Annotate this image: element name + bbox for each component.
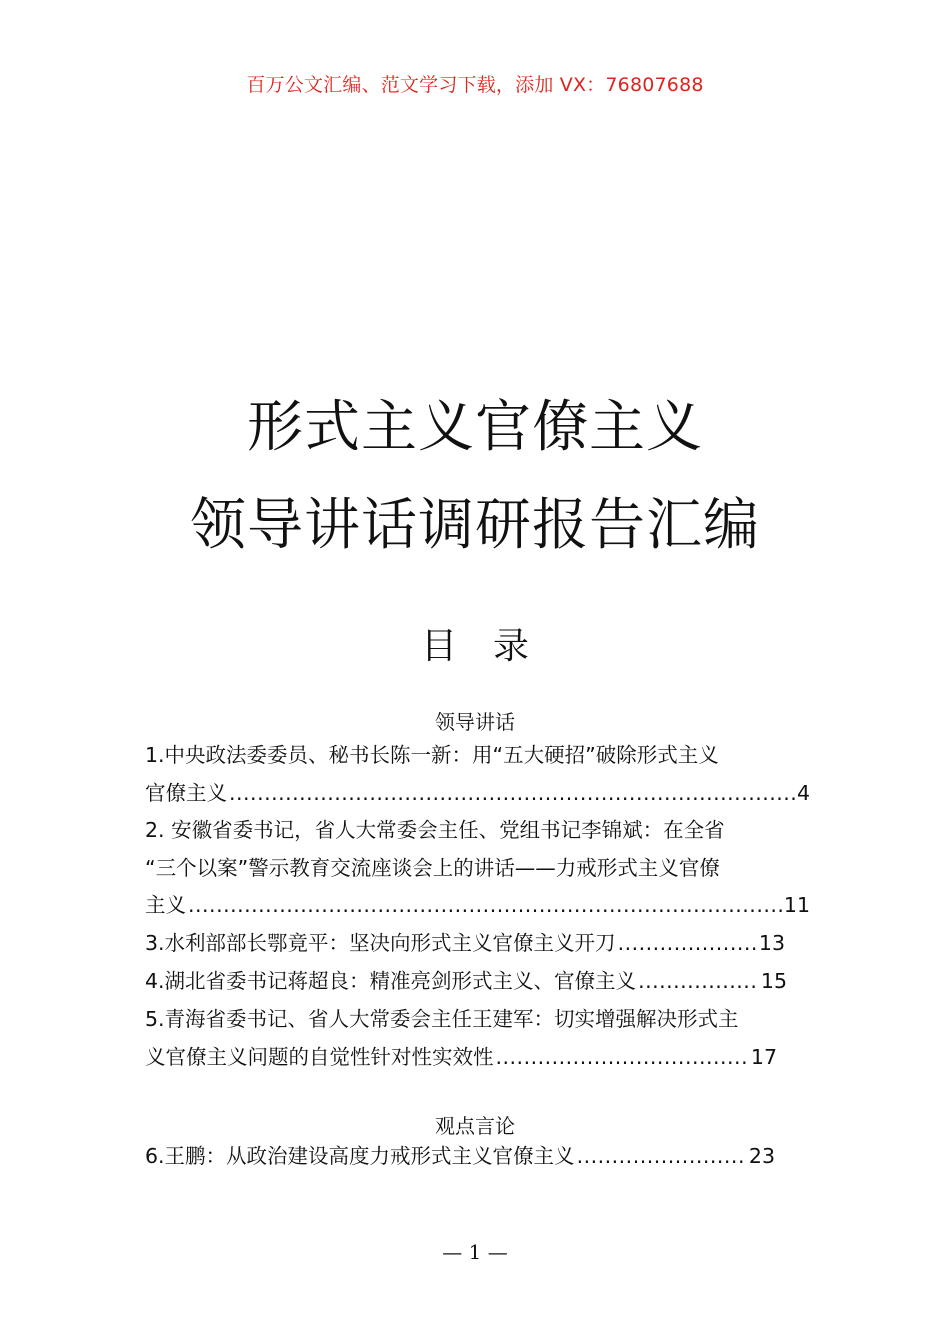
toc-page-number: 17 [750, 1044, 777, 1069]
toc-page-number: 4 [796, 780, 810, 805]
toc-entry-text: 官僚主义 [145, 780, 227, 805]
toc-entry-text: 5.青海省委书记、省人大常委会主任王建军：切实增强解决形式主 [145, 1007, 739, 1031]
section-heading-viewpoints: 观点言论 [435, 1114, 515, 1138]
toc-entry-text: 2. 安徽省委书记，省人大常委会主任、党组书记李锦斌：在全省 [145, 818, 725, 842]
toc-entry-1[interactable] [145, 737, 810, 812]
toc-entry-text: 义官僚主义问题的自觉性针对性实效性 [145, 1044, 494, 1069]
toc-entry-text: 6.王鹏：从政治建设高度力戒形式主义官僚主义 [145, 1144, 575, 1168]
toc-page-number: 23 [748, 1144, 775, 1168]
toc-page-number: 13 [758, 931, 785, 955]
toc-entry-text: “三个以案”警示教育交流座谈会上的讲话——力戒形式主义官僚 [145, 855, 720, 880]
toc-page-number: 15 [760, 969, 787, 993]
dot-leader [618, 925, 757, 963]
toc-entry-3[interactable] [145, 925, 785, 963]
toc-entry-4[interactable] [145, 963, 787, 1001]
dot-leader [229, 775, 795, 813]
page-footer-number: — 1 — [442, 1240, 508, 1264]
toc-entry-text: 3.水利部部长鄂竟平：坚决向形式主义官僚主义开刀 [145, 931, 616, 955]
document-title-line-2: 领导讲话调研报告汇编 [190, 493, 760, 558]
toc-entry-text: 4.湖北省委书记蒋超良：精准亮剑形式主义、官僚主义 [145, 969, 637, 993]
toc-page-number: 11 [783, 893, 810, 918]
watermark-banner: 百万公文汇编、范文学习下载，添加 VX：76807688 [246, 74, 704, 96]
toc-entry-2[interactable] [145, 812, 810, 925]
document-title-line-1: 形式主义官僚主义 [247, 395, 703, 460]
dot-leader [496, 1039, 749, 1077]
toc-entry-6[interactable] [145, 1138, 775, 1176]
toc-entry-5[interactable] [145, 1001, 810, 1076]
toc-heading: 目录 [420, 626, 565, 667]
dot-leader [638, 963, 759, 1001]
dot-leader [577, 1138, 747, 1176]
section-heading-leader-speeches: 领导讲话 [435, 710, 515, 734]
toc-entry-text: 1.中央政法委委员、秘书长陈一新：用“五大硬招”破除形式主义 [145, 743, 719, 767]
dot-leader [188, 887, 782, 925]
toc-entry-text: 主义 [145, 893, 186, 918]
